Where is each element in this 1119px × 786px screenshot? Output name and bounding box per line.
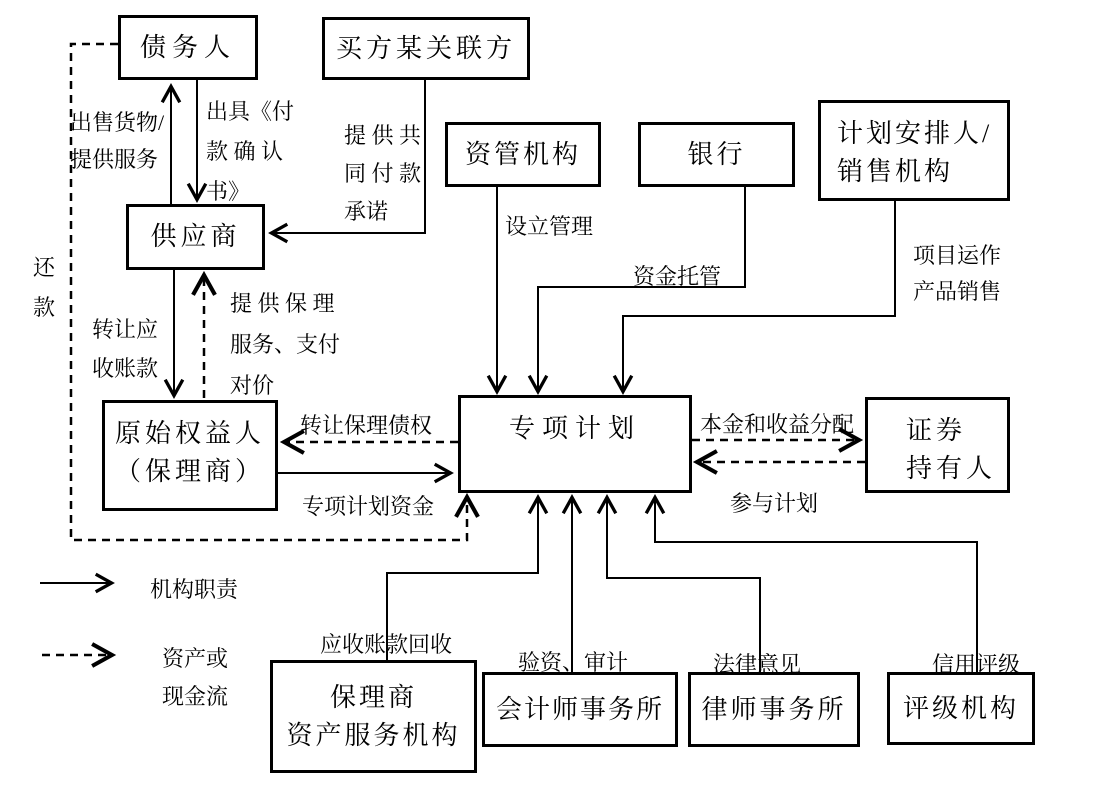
node-bank: [638, 122, 795, 187]
label-credit-rating: 信用评级: [932, 652, 1021, 677]
node-asset-manager-label: 资管机构: [464, 139, 581, 169]
label-payment-confirmation: 出具《付 款 确 认 书》: [206, 99, 295, 204]
label-repayment: 还 款: [33, 255, 56, 320]
label-fund-custody: 资金托管: [633, 264, 722, 289]
node-originator: [102, 400, 278, 511]
legend-dashed-label: 资产或 现金流: [162, 646, 229, 709]
node-supplier-label: 供应商: [150, 222, 241, 251]
node-asset-servicer-line1: 保理商: [329, 683, 417, 712]
label-principal-distribution: 本金和收益分配: [700, 412, 855, 437]
node-originator-line2: （保理商）: [114, 457, 265, 486]
label-audit: 验资、审计: [518, 650, 629, 675]
node-arranger-line2: 销售机构: [837, 157, 954, 186]
label-setup-management: 设立管理: [505, 214, 594, 239]
label-transfer-claims: 转让保理债权: [300, 413, 433, 438]
node-debtor: [118, 15, 258, 80]
label-receivables-recovery: 应收账款回收: [320, 632, 453, 657]
label-transfer-receivables: 转让应 收账款: [92, 317, 159, 381]
node-asset-servicer: [270, 660, 477, 773]
label-joint-payment: 提 供 共 同 付 款 承诺: [344, 123, 422, 224]
node-rating-agency-label: 评级机构: [902, 693, 1019, 723]
node-debtor-label: 债务人: [139, 32, 236, 62]
node-arranger: [818, 100, 1010, 201]
label-plan-funds: 专项计划资金: [302, 494, 435, 519]
label-project-operation: 项目运作 产品销售: [913, 243, 1002, 304]
node-law-firm-label: 律师事务所: [701, 694, 847, 724]
label-factoring-service: 提 供 保 理 服务、支付 对价: [230, 291, 341, 398]
edge-rating-to-spv: [655, 499, 977, 672]
legend-solid-label: 机构职责: [150, 577, 239, 602]
node-buyer-affiliate: [322, 17, 530, 80]
node-security-holders-line1: 证券: [906, 416, 967, 445]
node-supplier: [126, 204, 265, 270]
node-bank-label: 银行: [687, 139, 746, 169]
label-participate: 参与计划: [730, 491, 819, 516]
node-spv: [458, 395, 692, 493]
node-accounting-firm-label: 会计师事务所: [495, 694, 664, 724]
node-buyer-affiliate-label: 买方某关联方: [335, 33, 516, 63]
label-legal-opinion: 法律意见: [713, 652, 802, 677]
node-security-holders-line2: 持有人: [906, 454, 997, 483]
node-asset-manager: [445, 122, 601, 187]
node-asset-servicer-line2: 资产服务机构: [286, 721, 461, 750]
node-security-holders: [865, 397, 1010, 493]
node-accounting-firm: [482, 672, 678, 747]
node-arranger-line1: 计划安排人/: [837, 119, 993, 148]
node-originator-line1: 原始权益人: [114, 419, 265, 448]
label-sell-goods: 出售货物/ 提供服务: [70, 110, 165, 172]
node-spv-label: 专项计划: [508, 414, 641, 443]
